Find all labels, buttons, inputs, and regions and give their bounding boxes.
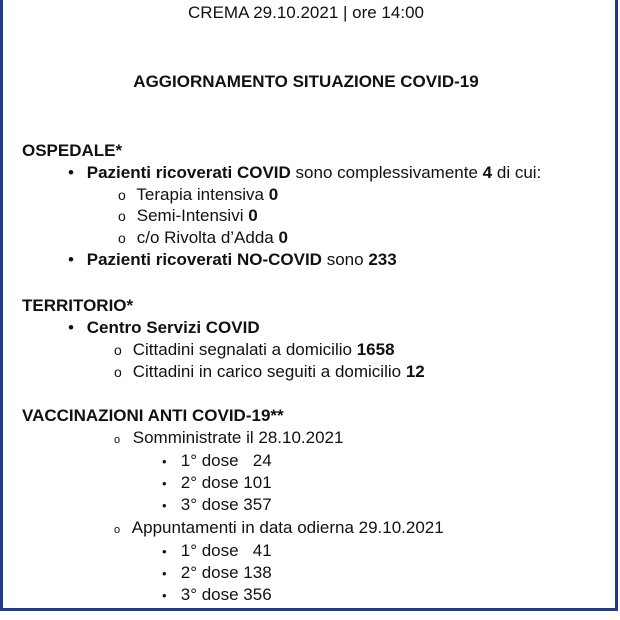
list-item-segnalati [114,340,395,360]
centro-label: Centro Servizi COVID [86,318,260,337]
covid-text: sono complessivamente [295,163,478,182]
dose-item [162,541,272,562]
nocovid-count: 233 [368,250,397,269]
item-value: 1658 [356,340,395,359]
bullet-icon [162,451,176,472]
bullet-icon [162,541,176,562]
bullet-icon [162,563,176,584]
covid-count: 4 [482,163,493,182]
dose-text: 3° dose 357 [180,495,272,514]
circle-bullet-icon [114,428,128,450]
list-item-rivolta [118,228,288,248]
dose-text: 1° dose 24 [180,451,272,470]
dateline: CREMA 29.10.2021 | ore 14:00 [188,3,424,22]
bullet-icon [68,163,82,183]
section-heading-vaccinazioni: VACCINAZIONI ANTI COVID-19** [22,406,284,425]
dose-item [162,495,272,516]
item-label: Terapia intensiva [136,185,264,204]
item-label: c/o Rivolta d’Adda [136,228,274,247]
item-label: Appuntamenti in data odierna 29.10.2021 [131,518,444,537]
item-label: Semi-Intensivi [136,206,244,225]
covid-label: Pazienti ricoverati COVID [86,163,291,182]
circle-bullet-icon [114,518,128,540]
dose-text: 2° dose 138 [180,563,272,582]
dose-text: 3° dose 356 [180,585,272,604]
dose-item [162,585,272,606]
circle-bullet-icon [118,206,132,226]
dose-item [162,563,272,584]
dose-text: 1° dose 41 [180,541,272,560]
circle-bullet-icon [118,185,132,205]
item-value: 12 [405,362,425,381]
section-heading-territorio: TERRITORIO* [22,296,134,315]
nocovid-label: Pazienti ricoverati NO-COVID [86,250,322,269]
nocovid-text: sono [326,250,364,269]
bullet-icon [68,250,82,270]
covid-suffix: di cui: [496,163,542,182]
dose-text: 2° dose 101 [180,473,272,492]
item-value: 0 [248,206,258,225]
bullet-icon [162,495,176,516]
bullet-icon [162,585,176,606]
bullet-icon [68,318,82,338]
list-item-semi [118,206,258,226]
section-heading-ospedale: OSPEDALE* [22,141,123,160]
item-label: Cittadini segnalati a domicilio [132,340,352,359]
item-value: 0 [278,228,288,247]
dose-item [162,473,272,494]
item-value: 0 [268,185,279,204]
item-label: Somministrate il 28.10.2021 [132,428,344,447]
bullet-icon [162,473,176,494]
list-item-centro [68,318,260,338]
list-item-somministrate [114,428,343,450]
list-item-terapia [118,185,278,205]
circle-bullet-icon [114,340,128,360]
dose-item [162,451,272,472]
list-item-nocovid [68,250,397,270]
page-title: AGGIORNAMENTO SITUAZIONE COVID-19 [133,72,479,91]
item-label: Cittadini in carico seguiti a domicilio [132,362,402,381]
circle-bullet-icon [118,228,132,248]
circle-bullet-icon [114,362,128,382]
list-item-in-carico [114,362,425,382]
list-item-appuntamenti [114,518,444,540]
list-item-covid [68,163,541,183]
